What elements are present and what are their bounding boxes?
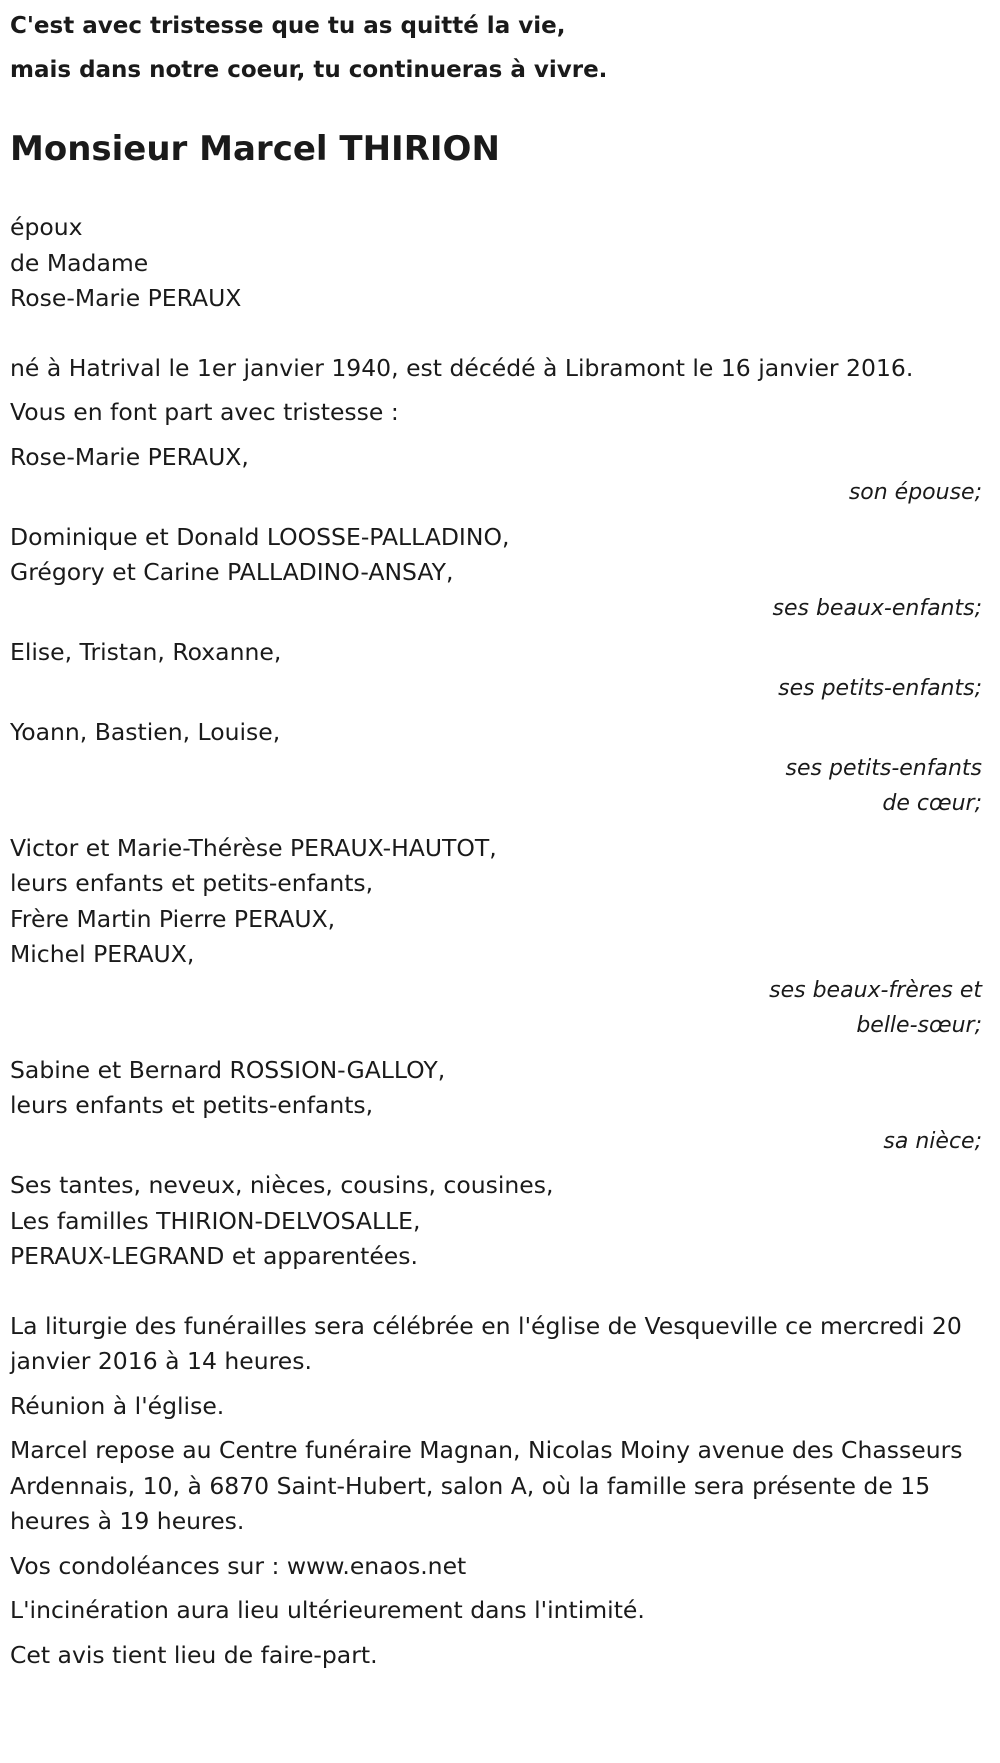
family-name-line: Yoann, Bastien, Louise,	[10, 718, 281, 746]
family-group	[10, 715, 990, 822]
extended-family-line-2: Les familles THIRION-DELVOSALLE,	[10, 1206, 421, 1235]
family-name-line: Dominique et Donald LOOSSE-PALLADINO,	[10, 522, 510, 551]
family-relation-line: ses petits-enfants	[785, 755, 982, 781]
family-relation	[10, 591, 990, 627]
family-relation-line: ses beaux-frères et	[769, 977, 982, 1003]
family-relation-line: de cœur;	[882, 791, 982, 816]
family-names	[10, 520, 990, 591]
extended-family	[10, 1168, 990, 1275]
epigraph-line-2: mais dans notre coeur, tu continueras à vivre.	[10, 57, 608, 83]
family-name-line: Grégory et Carine PALLADINO-ANSAY,	[10, 558, 454, 586]
family-names	[10, 635, 990, 671]
family-name-line: Victor et Marie-Thérèse PERAUX-HAUTOT,	[10, 833, 497, 862]
family-group	[10, 1053, 990, 1160]
spouse-line-1: époux	[10, 213, 83, 241]
family-group	[10, 440, 990, 511]
family-name-line: leurs enfants et petits-enfants,	[10, 869, 374, 897]
spouse-line-2: de Madame	[10, 248, 149, 277]
birth-death-statement: né à Hatrival le 1er janvier 1940, est décédé à Libramont le 16 janvier 2016.	[10, 353, 914, 382]
family-name-line: Frère Martin Pierre PERAUX,	[10, 904, 336, 933]
notice-line: Cet avis tient lieu de faire-part.	[10, 1640, 378, 1669]
funeral-repose: Marcel repose au Centre funéraire Magnan, Nicolas Moiny avenue des Chasseurs Ardennais, 10, à 6870 Saint-Hubert, salon A, où la famille sera présente de 15 heures à 19 heures.	[10, 1436, 963, 1535]
family-name-line: leurs enfants et petits-enfants,	[10, 1091, 374, 1119]
announcement-intro: Vous en font part avec tristesse :	[10, 398, 399, 426]
family-relation-line: belle-sœur;	[856, 1013, 982, 1038]
family-relation-line: ses beaux-enfants;	[772, 595, 982, 621]
family-relation	[10, 1124, 990, 1160]
spouse-line-3: Rose-Marie PERAUX	[10, 284, 242, 312]
epigraph-line-1: C'est avec tristesse que tu as quitté la vie,	[10, 13, 566, 39]
condolences-line: Vos condoléances sur : www.enaos.net	[10, 1551, 467, 1580]
family-group	[10, 635, 990, 706]
family-names	[10, 1053, 990, 1124]
family-name-line: Sabine et Bernard ROSSION-GALLOY,	[10, 1055, 446, 1084]
family-relation-line: son épouse;	[848, 480, 982, 505]
family-group	[10, 520, 990, 627]
family-names	[10, 831, 990, 973]
cremation-line: L'incinération aura lieu ultérieurement dans l'intimité.	[10, 1596, 645, 1624]
deceased-name: Monsieur Marcel THIRION	[10, 129, 500, 169]
funeral-liturgy: La liturgie des funérailles sera célébrée en l'église de Vesqueville ce mercredi 20 janvier 2016 à 14 heures.	[10, 1311, 962, 1375]
family-relation-line: ses petits-enfants;	[778, 675, 982, 701]
extended-family-line-3: PERAUX-LEGRAND et apparentées.	[10, 1242, 418, 1270]
family-relation	[10, 973, 990, 1044]
family-names	[10, 440, 990, 476]
epigraph	[10, 0, 990, 92]
family-relation-line: sa nièce;	[883, 1128, 982, 1154]
family-relation	[10, 671, 990, 707]
family-list	[10, 440, 990, 1160]
spouse-block	[10, 210, 990, 317]
funeral-meeting: Réunion à l'église.	[10, 1391, 225, 1420]
family-name-line: Elise, Tristan, Roxanne,	[10, 638, 282, 666]
family-name-line: Rose-Marie PERAUX,	[10, 442, 249, 471]
extended-family-line-1: Ses tantes, neveux, nièces, cousins, cousines,	[10, 1171, 554, 1199]
family-name-line: Michel PERAUX,	[10, 940, 195, 968]
family-group	[10, 831, 990, 1044]
family-relation	[10, 475, 990, 511]
family-relation	[10, 751, 990, 822]
family-names	[10, 715, 990, 751]
